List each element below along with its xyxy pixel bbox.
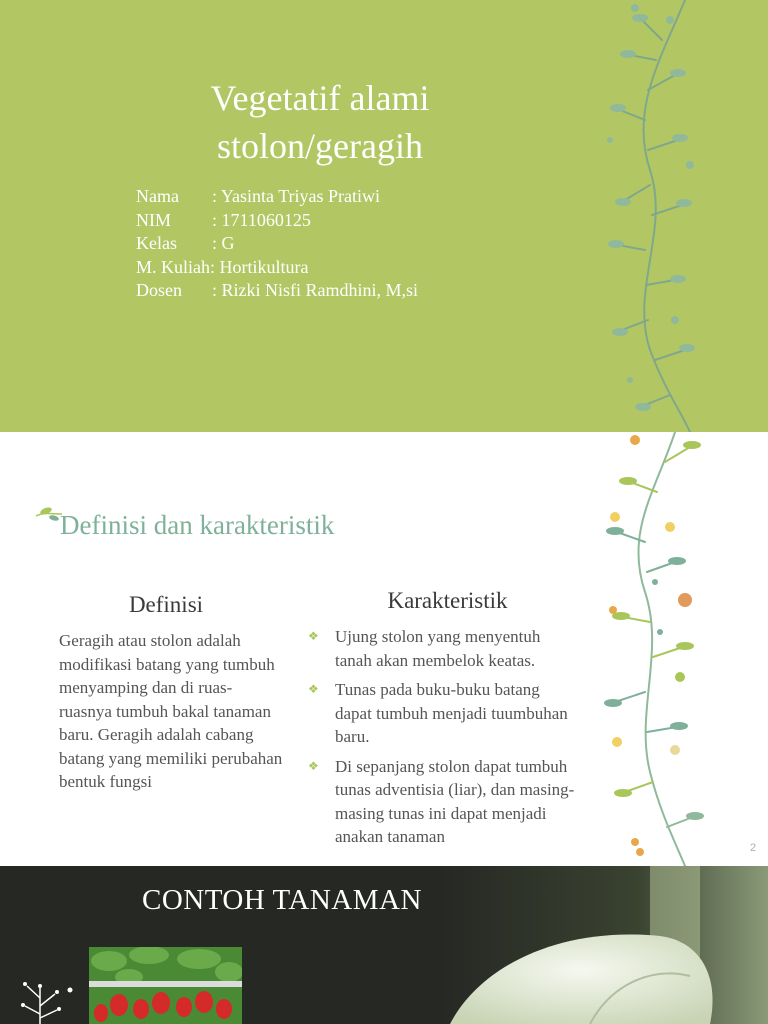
- title-line-1: Vegetatif alami: [210, 78, 430, 118]
- info-row-nama: [136, 185, 418, 209]
- info-label: M. Kuliah: [136, 256, 210, 277]
- list-item: [308, 755, 578, 849]
- list-item: [308, 625, 578, 672]
- slide-title: CONTOH TANAMAN: [142, 884, 422, 916]
- definition-slide: [0, 432, 768, 866]
- floral-vine-decoration: [595, 432, 720, 866]
- bullet-text: Ujung stolon yang menyentuh tanah akan membelok keatas.: [335, 627, 541, 670]
- strawberry-photo: [89, 947, 242, 1024]
- bullet-text: Di sepanjang stolon dapat tumbuh tunas adventisia (liar), dan masing-masing tunas ini dapat menjadi anakan tanaman: [335, 756, 575, 846]
- info-row-mkuliah: [136, 256, 418, 280]
- karakteristik-list: [308, 625, 578, 855]
- info-row-kelas: [136, 232, 418, 256]
- student-info: [136, 185, 418, 303]
- definisi-title: Definisi: [128, 592, 204, 617]
- info-label: Kelas: [136, 233, 177, 253]
- info-value: : Hortikultura: [210, 256, 309, 277]
- section-heading: Definisi dan karakteristik: [60, 510, 335, 540]
- calla-lily-photo: [440, 866, 768, 1024]
- info-row-dosen: [136, 279, 418, 303]
- info-label: Dosen: [136, 280, 182, 300]
- info-row-nim: [136, 209, 418, 233]
- info-label: NIM: [136, 209, 171, 230]
- title-slide: [0, 0, 768, 432]
- example-slide: [0, 866, 768, 1024]
- floral-vine-decoration: [590, 0, 720, 432]
- bullet-text: Tunas pada buku-buku batang dapat tumbuh menjadi tuumbuhan baru.: [335, 680, 568, 746]
- white-branch-decoration: [15, 978, 80, 1024]
- bullet-icon: ❖: [308, 682, 319, 696]
- page-number: 2: [750, 842, 757, 854]
- definisi-text: Geragih atau stolon adalah modifikasi batang yang tumbuh menyamping dan di ruas-ruasnya tumbuh bakal tanaman baru. Geragih adalah cabang batang yang memiliki perubahan bentuk fungsi: [59, 631, 283, 791]
- bullet-icon: ❖: [308, 758, 319, 773]
- list-item: [308, 678, 578, 749]
- info-value: : 1711060125: [212, 209, 311, 230]
- info-value: : Yasinta Triyas Pratiwi: [212, 186, 381, 206]
- slide-title: [150, 74, 490, 170]
- karakteristik-title: Karakteristik: [387, 588, 508, 613]
- info-value: : Rizki Nisfi Ramdhini, M,si: [212, 280, 419, 300]
- info-value: : G: [212, 233, 235, 253]
- bullet-icon: ❖: [308, 629, 319, 643]
- info-label: Nama: [136, 186, 179, 206]
- title-line-2: stolon/geragih: [217, 126, 423, 166]
